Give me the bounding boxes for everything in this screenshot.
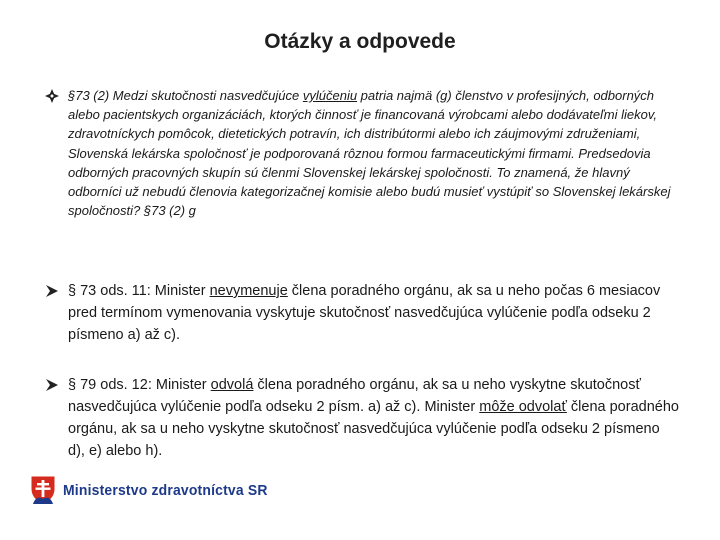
bullet-2-text-start: § 73 ods. 11: Minister xyxy=(68,283,210,299)
underlined-term-odvola: odvolá xyxy=(210,377,254,393)
bullet-item-3 xyxy=(44,374,680,462)
bullet-3-text-middle: člena poradného orgánu, ak sa u neho vyskytne skutočnosť nasvedčujúca vylúčenie podľa odseku 2 písm. a) až c). Minister xyxy=(68,377,641,415)
bullet-3-text-start: § 79 ods. 12: Minister xyxy=(68,377,211,393)
ministry-logo xyxy=(30,474,283,506)
bullet-3-text-rest: člena poradného orgánu, ak sa u neho vyskytne skutočnosť nasvedčujúca vylúčenie podľa odseku 2 písmeno d), e) alebo h). xyxy=(68,399,679,459)
bullet-3-text xyxy=(68,374,680,462)
bullet-item-1 xyxy=(44,86,680,220)
ministry-name: Ministerstvo zdravotníctva SR xyxy=(63,481,268,499)
arrow-bullet-icon xyxy=(44,377,60,393)
bullet-1-text-rest: patria najmä (g) členstvo v profesijných, odborných alebo pacientskych organizáciách, ktorých činnosť je financovaná výrobcami alebo dodávateľmi liekov, zdravotníckych pomôcok, dietetických potravín, ich distribútormi alebo ich záujmovými združeniami, Slovenská lekárska spoločnosť je podporovaná rôznou formou farmaceutickými firmami. Predsedovia odborných pracovných skupín sú členmi Slovenskej lekárskej spoločnosti. To znamená, že hlavný odborníci už nebudú členovia kategorizačnej komisie alebo budú musieť vystúpiť so Slovenskej lekárskej spoločnosti? §73 (2) g xyxy=(68,88,671,219)
bullet-item-2 xyxy=(44,280,680,346)
arrow-bullet-icon xyxy=(44,283,60,299)
bullet-1-text-start: §73 (2) Medzi skutočnosti nasvedčujúce xyxy=(68,88,303,103)
bullet-2-text xyxy=(68,280,680,346)
bullet-2-text-rest: člena poradného orgánu, ak sa u neho počas 6 mesiacov pred termínom vymenovania vyskytuje skutočnosť nasvedčujúca vylúčenie podľa odseku 2 písmeno a) až c). xyxy=(68,283,661,343)
underlined-term-nevymenuje: nevymenuje xyxy=(209,283,288,299)
diamond-bullet-icon xyxy=(44,88,60,104)
underlined-term-moze-odvolat: môže odvolať xyxy=(479,399,567,415)
slovak-coat-of-arms-icon xyxy=(30,475,56,505)
page-title: Otázky a odpovede xyxy=(264,30,456,53)
underlined-term-vylučeniu: vylúčeniu xyxy=(302,88,358,103)
bullet-1-text xyxy=(68,86,680,220)
